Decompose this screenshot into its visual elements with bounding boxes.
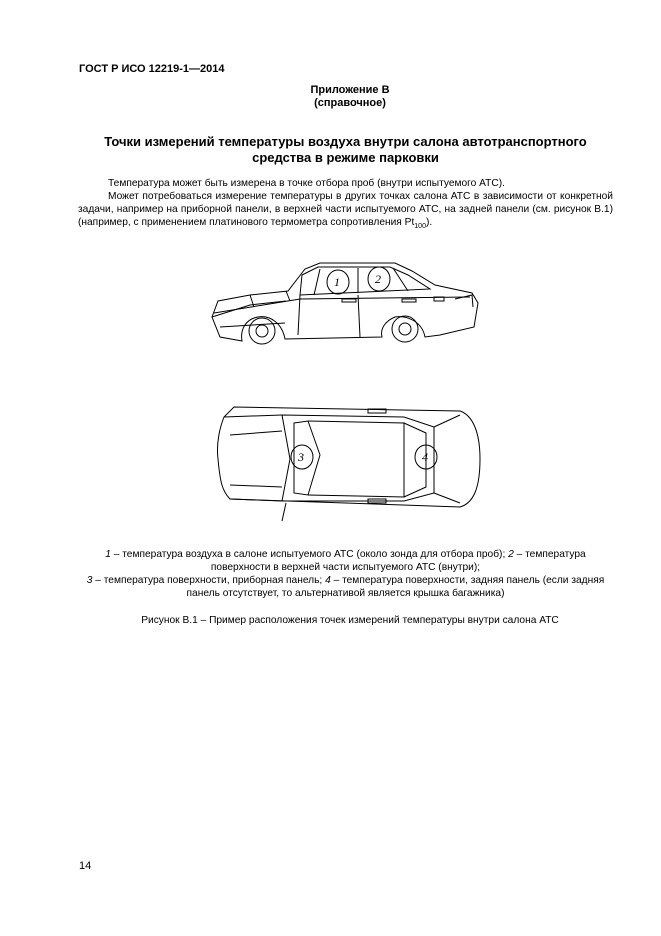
legend-num-1: 1: [105, 549, 111, 560]
marker-4-label: 4: [422, 450, 428, 464]
marker-2: [368, 267, 390, 291]
marker-1-label: 1: [334, 275, 340, 289]
legend-num-2: 2: [508, 549, 514, 560]
annex-heading: [280, 84, 420, 110]
car-diagram-figure: [190, 255, 490, 525]
marker-3-label: 3: [298, 450, 304, 464]
legend-num-4: 4: [325, 575, 331, 586]
legend-line-2: [78, 574, 613, 600]
legend-text-4: – температура поверхности, задняя панель (если задняя панель отсутствует, то альтернативой является крышка багажника): [186, 575, 605, 599]
figure-caption: Рисунок В.1 – Пример расположения точек измерений температуры внутри салона АТС: [141, 615, 559, 626]
legend-line-1: [78, 548, 613, 574]
marker-1: [327, 270, 349, 294]
paragraph-2: [78, 190, 613, 233]
page-number: 14: [79, 860, 92, 872]
legend-text-1: – температура воздуха в салоне испытуемого АТС (около зонда для отбора проб);: [110, 549, 509, 560]
paragraph-2-end: ).: [425, 217, 433, 228]
legend-text-2: – температура поверхности в верхней части испытуемого АТС (внутри);: [210, 549, 586, 573]
paragraph-1: Температура может быть измерена в точке отбора проб (внутри испытуемого АТС).: [108, 178, 505, 189]
annex-subtitle: (справочное): [314, 97, 386, 109]
paragraph-2-subscript: 100: [414, 223, 426, 231]
section-title: Точки измерений температуры воздуха внутри салона автотранспортного средства в режиме парковки: [104, 134, 587, 165]
paragraph-2-text: Может потребоваться измерение температуры в других точках салона АТС в зависимости от конкретной задачи, например на приборной панели, в верхней части испытуемого АТС, на задней панели (см. рисунок В.1) (например, с применением платинового термометра сопротивления Pt: [78, 191, 613, 228]
annex-title: Приложение В: [310, 84, 390, 96]
car-top-view: [217, 407, 480, 521]
car-side-view: [212, 263, 478, 344]
marker-2-label: 2: [375, 272, 381, 286]
document-code: ГОСТ Р ИСО 12219-1—2014: [79, 63, 225, 75]
legend-num-3: 3: [86, 575, 93, 586]
legend-text-3: – температура поверхности, приборная панель;: [92, 575, 326, 586]
figure-legend: [78, 548, 613, 600]
